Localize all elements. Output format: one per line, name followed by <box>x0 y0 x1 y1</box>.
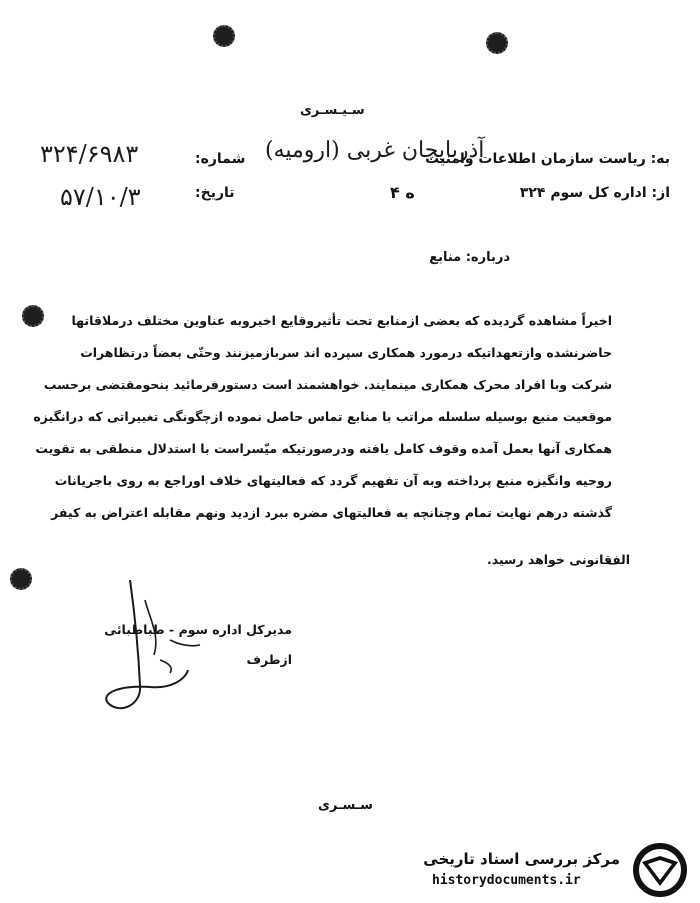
body-line: روحیه وانگیزه منبع پرداخته وبه آن تفهیم گردد که فعالیتهای خلاف اوراجع به روی باجریانات <box>54 473 612 488</box>
date-value: ۵۷/۱۰/۳ <box>60 183 141 211</box>
signatory: مدیرکل اداره سوم - طباطبائی <box>104 622 292 637</box>
recipient: به: ریاست سازمان اطلاعات وامنیت <box>425 151 670 167</box>
classification-bottom: سـسـری <box>318 798 373 813</box>
handwritten-recipient: آذربایجان غربی (ارومیه) <box>265 138 485 163</box>
body-line: گذشته درهم نهایت تمام وچنانچه به فعالیتهای مضره ببرد ازدید ونهم مقابله اعتراض به کیفر <box>51 505 612 520</box>
logo-name: مرکز بررسی اسناد تاریخی <box>423 850 620 868</box>
closing-mark: الف <box>606 552 630 567</box>
body-line: شرکت وبا افراد محرک همکاری مینمایند. خواهشمند است دستورفرمائید بنحومقتضی برحسب <box>43 377 612 392</box>
body-line: موقعیت منبع بوسیله سلسله مراتب با منابع تماس حاصل نموده ازچگونگی تغییراتی که درانگیزه <box>33 409 612 424</box>
punch-hole <box>10 568 32 590</box>
from-suffix: ه ۴ <box>390 183 415 202</box>
from-line: از: اداره کل سوم ۳۲۴ <box>519 185 670 201</box>
body-line: حاضرنشده وازتعهداتیکه درمورد همکاری سپرده اند سربازمیزنند وحتّی بعضاً درتظاهرات <box>80 345 612 360</box>
date-label: تاریخ: <box>195 185 235 201</box>
number-value: ۳۲۴/۶۹۸۳ <box>40 140 139 168</box>
body-line: همکاری آنها بعمل آمده وقوف کامل یافته ودرصورتیکه میّسراست با استدلال منطقی به تقویت <box>35 441 612 456</box>
logo-url: historydocuments.ir <box>432 873 581 888</box>
punch-hole <box>22 305 44 327</box>
punch-hole <box>213 25 235 47</box>
body-line: اخیراً مشاهده گردیده که بعضی ازمنابع تحت تأثیروقایع اخیروبه عناوین مختلف درملاقاتها <box>71 313 612 328</box>
punch-hole <box>486 32 508 54</box>
number-label: شماره: <box>195 151 246 167</box>
subject-line: درباره: منابع <box>429 250 510 265</box>
on-behalf: ازطرف <box>246 652 292 667</box>
archive-logo-icon <box>630 842 690 897</box>
closing-line: قانونی خواهد رسید. <box>486 552 612 567</box>
classification-top: سـیـسـری <box>300 103 365 118</box>
handwritten-signature <box>90 575 210 725</box>
